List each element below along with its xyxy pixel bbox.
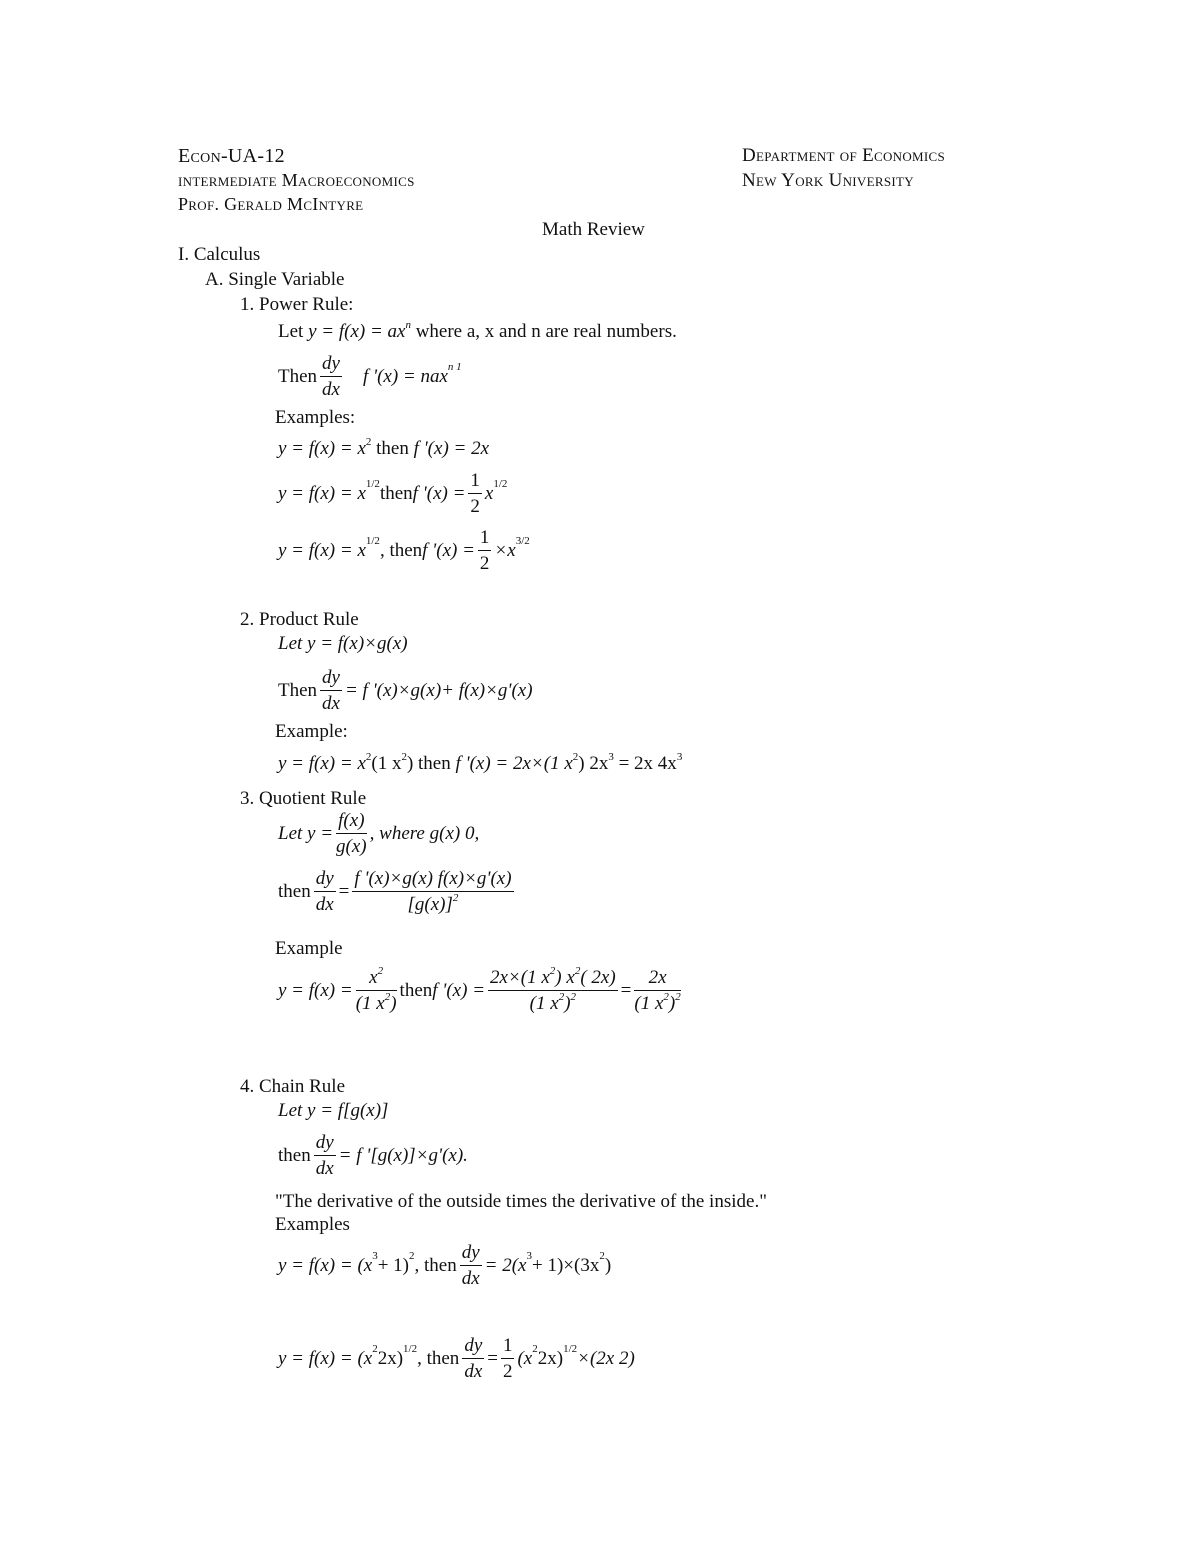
f-over-g-fraction: $\frac{f(x)}{g(x)}$: [336, 810, 367, 857]
product-rule-definition: Let y = f(x)×g(x): [278, 633, 408, 654]
chain-rule-heading: 4. Chain Rule: [240, 1076, 346, 1097]
dy-dx-fraction: $\frac{dy}{dx}$: [461, 1242, 480, 1289]
quotient-example: y = f(x) = $\frac{x^2}{(1 x^2)}$ then f '(x) = $\frac{2x\times(1 x^2) x^2( 2x)}{(1 x^2)^2}$ = $\frac{2x}{(1 x^2)^2}$: [278, 965, 681, 1014]
x-squared-over-fraction: $\frac{x^2}{(1 x^2)}$: [355, 965, 397, 1014]
chain-rule-derivative: then $\frac{dy}{dx}$ = f '[g(x)]×g'(x).: [278, 1132, 468, 1179]
chain-examples-label: Examples: [275, 1214, 350, 1235]
product-rule-heading: 2. Product Rule: [240, 609, 359, 630]
chain-rule-definition: Let y = f[g(x)]: [278, 1100, 389, 1121]
quotient-result-fraction: $\frac{2x}{(1 x^2)^2}$: [634, 967, 681, 1014]
chain-example-2: y = f(x) = (x $^2$ 2x) $^{1/2}$ , then $\frac{dy}{dx}$ = $\frac{1}{2}$ (x $^2$ 2x) $^{1/2}$ ×(2x 2): [278, 1335, 635, 1382]
document-title: Math Review: [542, 219, 645, 240]
dy-dx-fraction: $\frac{dy}{dx}$: [464, 1335, 483, 1382]
quotient-rule-heading: 3. Quotient Rule: [240, 788, 367, 809]
power-example-1: $y = f(x) = x^2$ then f '(x) = 2x: [278, 436, 490, 459]
quotient-rule-fraction: $\frac{f '(x)\times g(x) f(x)\times g'(x)}{[g(x)]^2}$: [354, 868, 512, 915]
power-example-2: y = f(x) = x $^{1/2}$ then f '(x) = $\frac{1}{2}$ x $^{1/2}$: [278, 470, 508, 517]
chain-example-1: y = f(x) = (x $^3$ + 1) $^2$ , then $\frac{dy}{dx}$ = 2(x $^3$ + 1)×(3x $^2$ ): [278, 1242, 612, 1289]
dy-dx-fraction: $\frac{dy}{dx}$: [322, 667, 340, 714]
power-rule-derivative: Then $\frac{dy}{dx}$ f '(x) = nax $^{n 1}$: [278, 353, 462, 400]
quotient-example-fraction: $\frac{2x\times(1 x^2) x^2( 2x)}{(1 x^2)^2}$: [490, 965, 616, 1014]
one-half-fraction: $\frac{1}{2}$: [479, 527, 490, 574]
dy-dx-fraction: $\frac{dy}{dx}$: [315, 1132, 334, 1179]
quotient-rule-definition: Let y = $\frac{f(x)}{g(x)}$ , where g(x) 0,: [278, 810, 480, 857]
product-rule-derivative: Then $\frac{dy}{dx}$ = f '(x)×g(x)+ f(x)×g'(x): [278, 667, 533, 714]
section-calculus: I. Calculus: [178, 244, 261, 265]
university: New York University: [742, 170, 914, 191]
dy-dx-fraction: $\frac{dy}{dx}$: [315, 868, 334, 915]
power-examples-label: Examples:: [275, 407, 356, 428]
power-example-3: y = f(x) = x $^{1/2}$ , then f '(x) = $\frac{1}{2}$ ×x $^{3/2}$: [278, 527, 530, 574]
professor: Prof. Gerald McIntyre: [178, 194, 364, 214]
quotient-example-label: Example: [275, 938, 343, 959]
one-half-fraction: $\frac{1}{2}$: [470, 470, 480, 517]
dy-dx-fraction: $\frac{dy}{dx}$: [322, 353, 340, 400]
power-rule-heading: 1. Power Rule:: [240, 294, 354, 315]
department: Department of Economics: [742, 145, 945, 166]
course-code: Econ-UA-12: [178, 145, 285, 167]
quotient-rule-derivative: then $\frac{dy}{dx}$ = $\frac{f '(x)\times g(x) f(x)\times g'(x)}{[g(x)]^2}$: [278, 868, 512, 915]
course-name: intermediate Macroeconomics: [178, 170, 415, 190]
product-example-label: Example:: [275, 721, 348, 742]
section-single-variable: A. Single Variable: [205, 269, 345, 290]
one-half-fraction: $\frac{1}{2}$: [502, 1335, 513, 1382]
chain-rule-quote: "The derivative of the outside times the derivative of the inside.": [275, 1191, 767, 1212]
power-rule-definition: Let $y = f(x) = ax^n$ where a, x and n are real numbers.: [278, 319, 677, 342]
product-example: $y = f(x) = x^2(1$ $x^2$) then f '(x) = 2x×(1 $x^2$) $2x^3 = 2x$ $4x^3$: [278, 751, 683, 774]
